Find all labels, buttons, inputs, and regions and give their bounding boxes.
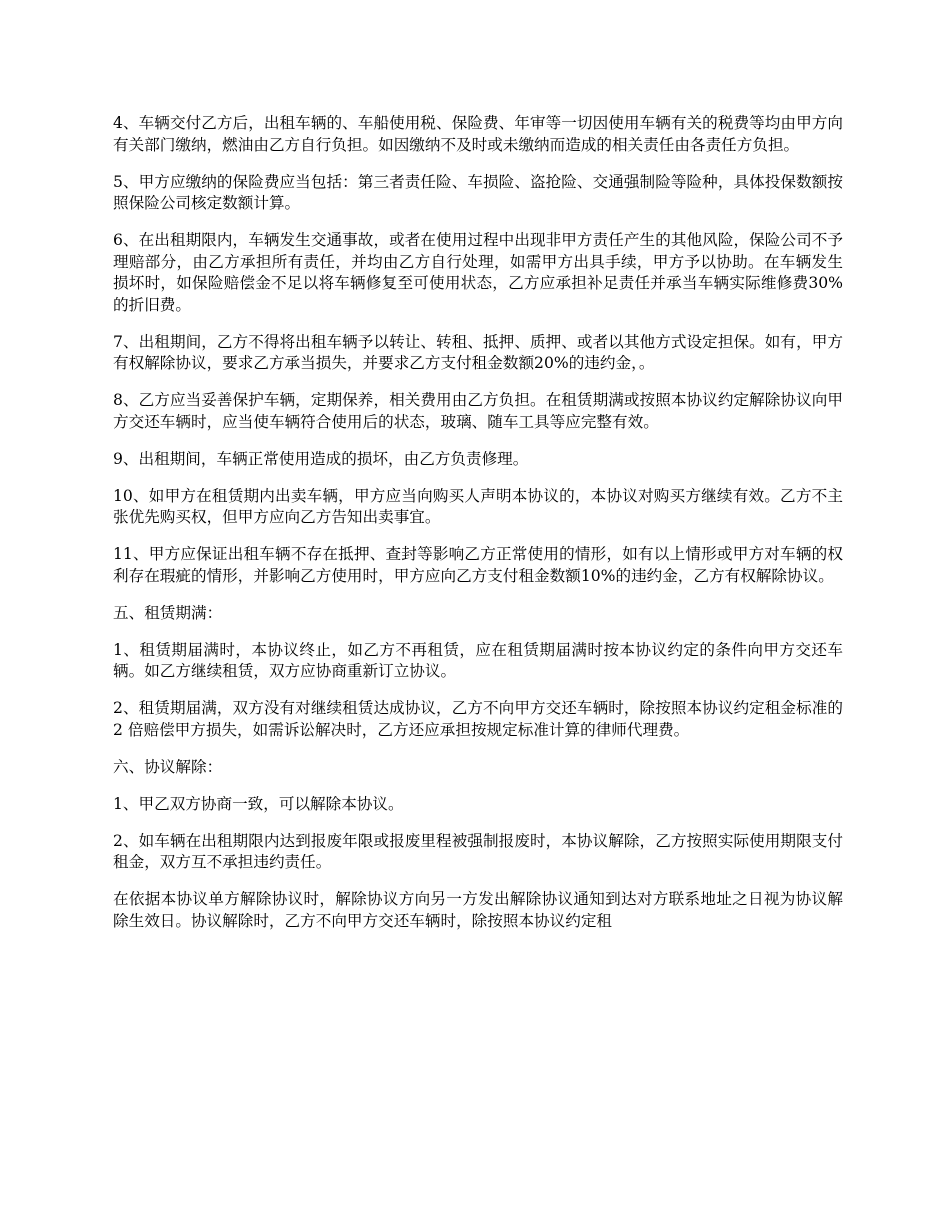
termination-clause-1: 1、甲乙双方协商一致，可以解除本协议。 [113,794,404,813]
clause-5-insurance: 5、甲方应缴纳的保险费应当包括：第三者责任险、车损险、盗抢险、交通强制险等险种，具体投保数额按照保险公司核定数额计算。 [113,172,843,212]
expiry-clause-2: 2、租赁期届满，双方没有对继续租赁达成协议，乙方不向甲方交还车辆时，除按照本协议约定租金标准的 2 倍赔偿甲方损失，如需诉讼解决时，乙方还应承担按规定标准计算的律师代理费。 [113,699,843,739]
clause-6-accidents: 6、在出租期限内，车辆发生交通事故，或者在使用过程中出现非甲方责任产生的其他风险，保险公司不予理赔部分，由乙方承担所有责任，并均由乙方自行处理，如需甲方出具手续，甲方予以协助。在车辆发生损坏时，如保险赔偿金不足以将车辆修复至可使用状态，乙方应承担补足责任并承当车辆实际维修费30%的折旧费。 [113,231,843,314]
clause-8-maintenance: 8、乙方应当妥善保护车辆，定期保养，相关费用由乙方负担。在租赁期满或按照本协议约定解除协议向甲方交还车辆时，应当使车辆符合使用后的状态，玻璃、随车工具等应完整有效。 [113,391,843,431]
section-heading-lease-expiry: 五、租赁期满： [113,603,223,622]
clause-10-sale: 10、如甲方在租赁期内出卖车辆，甲方应当向购买人声明本协议的，本协议对购买方继续有效。乙方不主张优先购买权，但甲方应向乙方告知出卖事宜。 [113,486,843,526]
clause-11-warranty: 11、甲方应保证出租车辆不存在抵押、查封等影响乙方正常使用的情形，如有以上情形或甲方对车辆的权利存在瑕疵的情形，并影响乙方使用时，甲方应向乙方支付租金数额10%的违约金，乙方有权解除协议。 [113,545,843,585]
termination-clause-2: 2、如车辆在出租期限内达到报废年限或报废里程被强制报废时，本协议解除，乙方按照实际使用期限支付租金，双方互不承担违约责任。 [113,831,843,871]
clause-4-taxes: 4、车辆交付乙方后，出租车辆的、车船使用税、保险费、年审等一切因使用车辆有关的税费等均由甲方向有关部门缴纳，燃油由乙方自行负担。如因缴纳不及时或未缴纳而造成的相关责任由各责任方负担。 [113,114,843,154]
clause-7-no-transfer: 7、出租期间，乙方不得将出租车辆予以转让、转租、抵押、质押、或者以其他方式设定担保。如有，甲方有权解除协议，要求乙方承当损失，并要求乙方支付租金数额20%的违约金，。 [113,332,843,372]
document-page [113,113,843,948]
clause-9-repairs: 9、出租期间，车辆正常使用造成的损坏，由乙方负责修理。 [113,449,529,468]
termination-notice-paragraph: 在依据本协议单方解除协议时，解除协议方向另一方发出解除协议通知到达对方联系地址之日视为协议解除生效日。协议解除时，乙方不向甲方交还车辆时，除按照本协议约定租 [113,890,843,930]
section-heading-termination: 六、协议解除： [113,757,223,776]
expiry-clause-1: 1、租赁期届满时，本协议终止，如乙方不再租赁，应在租赁期届满时按本协议约定的条件向甲方交还车辆。如乙方继续租赁，双方应协商重新订立协议。 [113,640,843,680]
